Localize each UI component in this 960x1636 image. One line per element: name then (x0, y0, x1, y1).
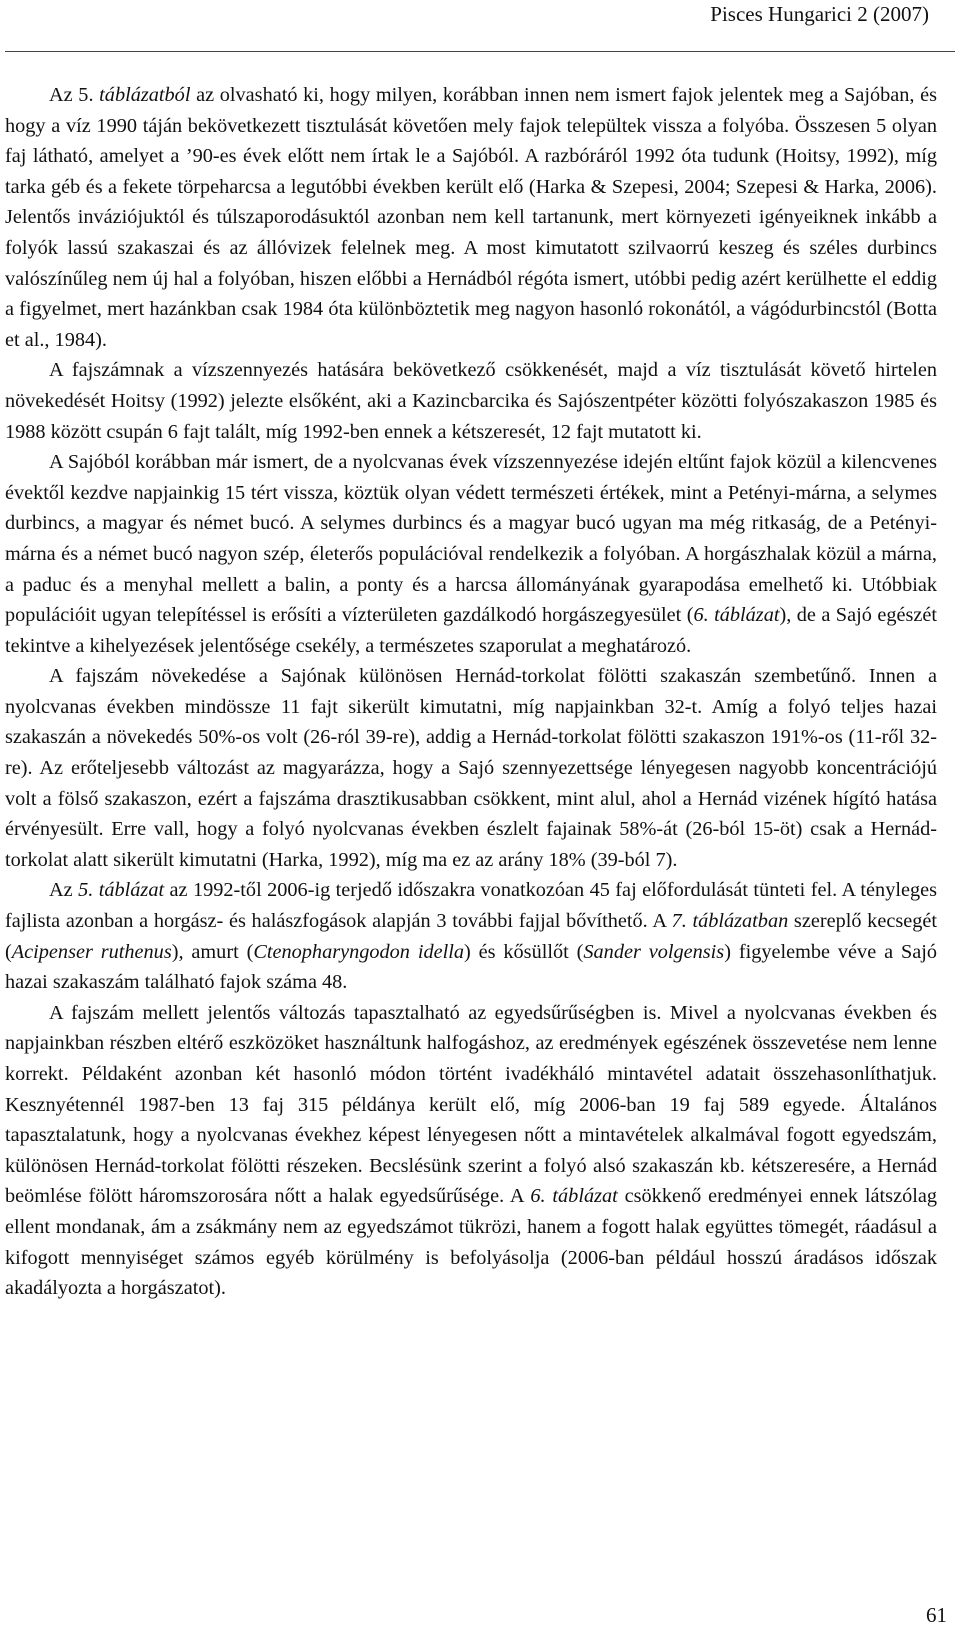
italic-text: táblázatból (99, 84, 191, 106)
text-run: A fajszámnak a vízszennyezés hatására bekövetkező csökkenését, majd a víz tisztulását követő hirtelen növekedését Hoitsy (1992) jelezte elsőként, aki a Kazincbarcika és Sajószentpéter közötti folyószakaszon 1985 és 1988 között csupán 6 fajt talált, míg 1992-ben ennek a kétszeresét, 12 fajt mutatott ki. (5, 359, 937, 443)
italic-text: Ctenopharyngodon idella (253, 940, 465, 963)
journal-title: Pisces Hungarici 2 (2007) (710, 2, 929, 26)
article-body (5, 80, 937, 1304)
text-run: Az (49, 879, 79, 902)
italic-text: 6. táblázat (693, 604, 780, 627)
italic-text: 7. táblázatban (671, 910, 789, 933)
text-run: Az 5. (49, 84, 100, 106)
text-run: ) és kősüllőt ( (464, 940, 584, 963)
text-run: A fajszám növekedése a Sajónak különösen Hernád-torkolat fölötti szakaszán szembetűnő. Innen a nyolcvanas években mindössze 11 fajt sikerült kimutatni, míg napjainkban 32-t. Amíg a folyó teljes hazai szakaszán a növekedés 50%-os volt (26-ról 39-re), addig a Hernád-torkolat fölötti szakaszon 191%-os (11-ről 32-re). Az erőteljesebb változást az magyarázza, hogy a Sajó szennyezettsége lényegesen nagyobb koncentrációjú volt a fölső szakaszon, ezért a fajszáma drasztikusabban csökkent, mint alul, ahol a Hernád vizének hígító hatása érvényesült. Erre vall, hogy a folyó nyolcvanas években észlelt fajainak 58%-át (26-ból 15-öt) csak a Hernád-torkolat alatt sikerült kimutatni (Harka, 1992), míg ma ez az arány 18% (39-ból 7). (5, 665, 937, 871)
text-run: csökkenő eredményei ennek látszólag ellent mondanak, ám a zsákmány nem az egyedszámot tükrözi, hanem a fogott halak együttes tömegét, ráadásul a kifogott mennyiséget számos egyéb körülmény is befolyásolja (2006-ban például hosszú áradásos időszak akadályozta a horgászatot). (5, 1185, 937, 1300)
text-run: A Sajóból korábban már ismert, de a nyolcvanas évek vízszennyezése idején eltűnt fajok közül a kilencvenes évektől kezdve napjainkig 15 tért vissza, köztük olyan védett természeti értékek, mint a Petényi-márna, a selymes durbincs, a magyar és német bucó. A selymes durbincs és a magyar bucó ugyan ma még ritkaság, de a Petényi-márna és a német bucó nagyon szép, életerős populációval rendelkezik a folyóban. A horgászhalak közül a márna, a paduc és a menyhal mellett a balin, a ponty és a harcsa állományának gyarapodása emelhető ki. Utóbbiak populációit ugyan telepítéssel is erősíti a vízterületen gazdálkodó horgászegyesület ( (5, 451, 937, 627)
text-run: szereplő kecsegét ( (5, 910, 937, 963)
paragraph-4 (5, 661, 937, 875)
paragraph-6 (5, 998, 937, 1304)
text-run: az olvasható ki, hogy milyen, korábban innen nem ismert fajok jelentek meg a Sajóban, és hogy a víz 1990 táján bekövetkezett tisztulását követően mely fajok települtek vissza a folyóba. Összesen 5 olyan faj látható, amelyet a ’90-es évek előtt nem írtak le a Sajóból. A razbóráról 1992 óta tudunk (Hoitsy, 1992), míg tarka géb és a fekete törpeharcsa a legutóbbi években került elő (Harka & Szepesi, 2004; Szepesi & Harka, 2006). Jelentős inváziójuktól és túlszaporodásuktól azonban nem kell tartanunk, mert környezeti igényeiknek inkább a folyók lassú szakaszai és az állóvizek felelnek meg. A most kimutatott szilvaorrú keszeg és széles durbincs valószínűleg nem új hal a folyóban, hiszen előbbi a Hernádból régóta ismert, utóbbi pedig azért kerülhette el eddig a figyelmet, mert hazánkban csak 1984 óta különböztetik meg nagyon hasonló rokonától, a vágódurbincstól (Botta et al., 1984). (5, 84, 938, 351)
italic-text: 6. táblázat (530, 1185, 618, 1208)
italic-text: Sander volgensis (583, 940, 725, 963)
text-run: az 1992-től 2006-ig terjedő időszakra vonatkozóan 45 faj előfordulását tünteti fel. A tényleges fajlista azonban a horgász- és halászfogások alapján 3 további fajjal bővíthető. A (5, 879, 938, 933)
italic-text: Acipenser ruthenus (11, 940, 172, 963)
text-run: A fajszám mellett jelentős változás tapasztalható az egyedsűrűségben is. Mivel a nyolcvanas években és napjainkban részben eltérő eszközöket használtunk halfogáshoz, az eredmények egészének összevetése nem lenne korrekt. Példaként azonban két hasonló módon történt ivadékháló mintavétel adatait összehasonlíthatjuk. Kesznyétennél 1987-ben 13 faj 315 példánya került elő, míg 2006-ban 19 faj 589 egyede. Általános tapasztalatunk, hogy a nyolcvanas évekhez képest lényegesen nőtt a mintavételek alkalmával fogott egyedszám, különösen Hernád-torkolat fölötti részeken. Becslésünk szerint a folyó alsó szakaszán kb. kétszeresére, a Hernád beömlése fölött háromszorosára nőtt a halak egyedsűrűsége. A (5, 1001, 937, 1208)
running-header (0, 0, 960, 54)
paragraph-5 (5, 875, 937, 997)
text-run: ), de a Sajó egészét tekintve a kihelyezések jelentősége csekély, a természetes szaporulat a meghatározó. (5, 604, 937, 657)
text-run: ), amurt ( (171, 940, 254, 963)
italic-text: 5. táblázat (78, 879, 165, 902)
text-run: ) figyelembe véve a Sajó hazai szakaszám található fajok száma 48. (5, 940, 937, 994)
page-number: 61 (926, 1603, 947, 1627)
paragraph-2 (5, 355, 937, 447)
header-rule (5, 51, 955, 52)
paragraph-1 (5, 80, 937, 355)
paragraph-3 (5, 447, 937, 661)
